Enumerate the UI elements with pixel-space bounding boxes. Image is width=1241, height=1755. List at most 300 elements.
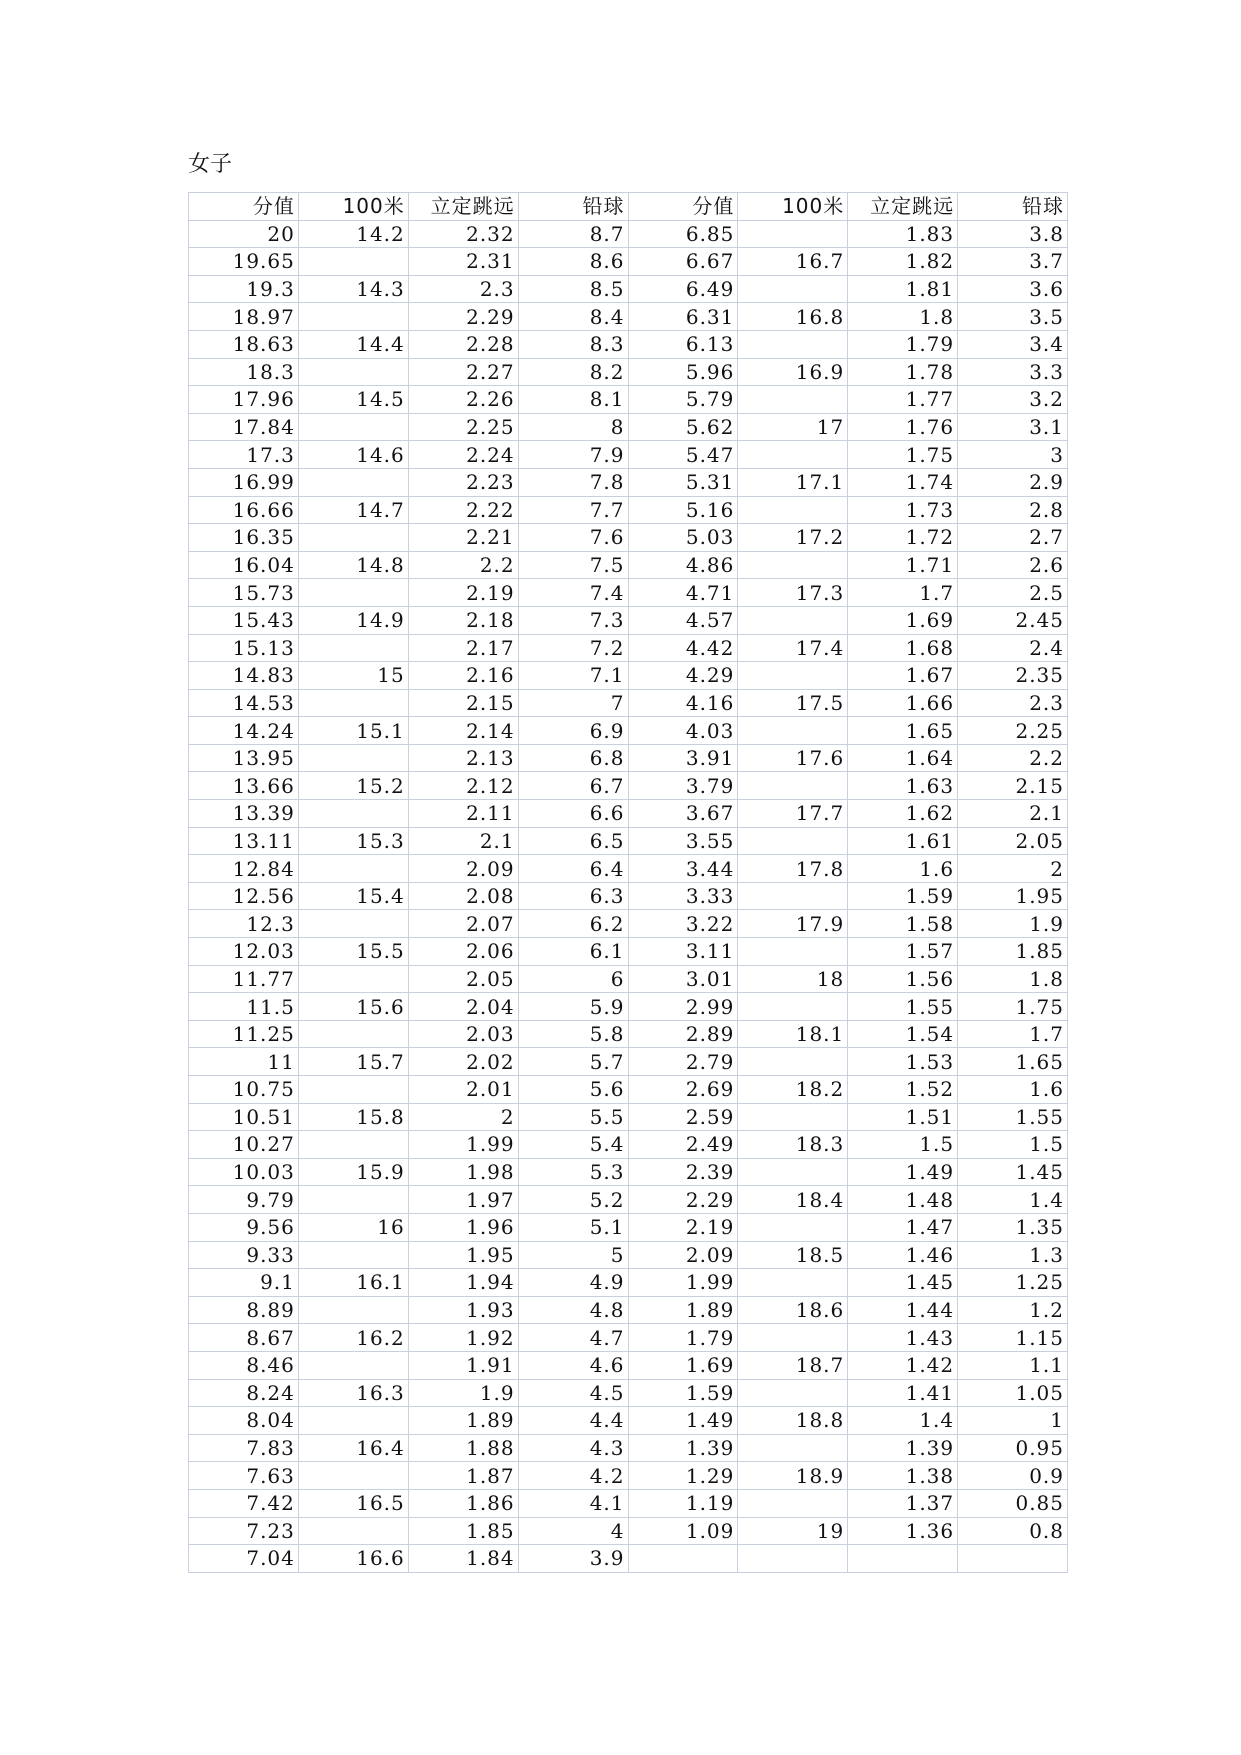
table-cell: 14.3 — [298, 275, 408, 303]
table-cell: 15.3 — [298, 827, 408, 855]
table-cell: 1.75 — [848, 441, 958, 469]
table-cell: 4.1 — [518, 1489, 628, 1517]
table-row — [189, 1213, 1068, 1241]
table-cell — [738, 1103, 848, 1131]
table-row — [189, 1048, 1068, 1076]
table-cell: 2.28 — [408, 330, 518, 358]
table-cell: 4.9 — [518, 1269, 628, 1297]
table-row — [189, 744, 1068, 772]
table-row — [189, 1020, 1068, 1048]
table-cell — [298, 855, 408, 883]
table-cell — [628, 1545, 738, 1573]
table-cell: 11 — [189, 1048, 299, 1076]
table-cell: 1.64 — [848, 744, 958, 772]
table-cell: 6.31 — [628, 303, 738, 331]
table-cell: 2.22 — [408, 496, 518, 524]
table-row — [189, 1076, 1068, 1104]
table-cell — [738, 1379, 848, 1407]
table-cell — [738, 496, 848, 524]
table-cell — [298, 358, 408, 386]
table-cell: 20 — [189, 220, 299, 248]
table-cell: 16.35 — [189, 524, 299, 552]
table-cell: 6.5 — [518, 827, 628, 855]
table-cell: 17.1 — [738, 468, 848, 496]
table-cell: 2.06 — [408, 938, 518, 966]
table-cell: 16.5 — [298, 1489, 408, 1517]
table-cell: 1.65 — [848, 717, 958, 745]
table-cell: 2.23 — [408, 468, 518, 496]
table-cell: 1.97 — [408, 1186, 518, 1214]
table-cell — [738, 275, 848, 303]
table-cell — [298, 1462, 408, 1490]
table-body — [189, 220, 1068, 1572]
table-cell: 0.85 — [958, 1489, 1068, 1517]
table-cell: 2.4 — [958, 634, 1068, 662]
table-cell: 2 — [958, 855, 1068, 883]
table-cell: 1.19 — [628, 1489, 738, 1517]
table-row — [189, 1379, 1068, 1407]
table-cell: 1.37 — [848, 1489, 958, 1517]
table-cell: 1.84 — [408, 1545, 518, 1573]
table-cell: 6.49 — [628, 275, 738, 303]
table-cell: 2.05 — [958, 827, 1068, 855]
table-cell: 1.55 — [848, 993, 958, 1021]
table-row — [189, 1462, 1068, 1490]
table-cell: 16 — [298, 1213, 408, 1241]
table-row — [189, 689, 1068, 717]
table-cell: 3 — [958, 441, 1068, 469]
table-cell: 16.4 — [298, 1434, 408, 1462]
table-cell: 12.84 — [189, 855, 299, 883]
table-cell: 2.04 — [408, 993, 518, 1021]
table-cell: 10.51 — [189, 1103, 299, 1131]
table-cell — [298, 413, 408, 441]
table-cell: 5.62 — [628, 413, 738, 441]
table-cell: 14.5 — [298, 386, 408, 414]
table-cell: 1.82 — [848, 248, 958, 276]
table-cell: 7.5 — [518, 551, 628, 579]
table-row — [189, 1517, 1068, 1545]
table-cell: 1.78 — [848, 358, 958, 386]
table-cell: 8.67 — [189, 1324, 299, 1352]
table-cell: 1.5 — [848, 1131, 958, 1159]
table-cell: 1.86 — [408, 1489, 518, 1517]
table-cell: 14.83 — [189, 662, 299, 690]
table-cell: 18.4 — [738, 1186, 848, 1214]
table-cell: 2.07 — [408, 910, 518, 938]
table-cell: 1.54 — [848, 1020, 958, 1048]
table-cell: 0.9 — [958, 1462, 1068, 1490]
table-row — [189, 662, 1068, 690]
table-cell: 1.55 — [958, 1103, 1068, 1131]
table-cell: 2.32 — [408, 220, 518, 248]
table-cell: 6 — [518, 965, 628, 993]
table-cell: 2.3 — [408, 275, 518, 303]
table-cell: 9.56 — [189, 1213, 299, 1241]
table-cell: 18.2 — [738, 1076, 848, 1104]
table-cell: 14.53 — [189, 689, 299, 717]
table-cell: 19 — [738, 1517, 848, 1545]
table-cell: 2 — [408, 1103, 518, 1131]
table-cell: 2.08 — [408, 882, 518, 910]
table-cell: 4.71 — [628, 579, 738, 607]
table-cell: 1.5 — [958, 1131, 1068, 1159]
table-cell — [298, 910, 408, 938]
table-row — [189, 1351, 1068, 1379]
table-cell: 1.85 — [958, 938, 1068, 966]
table-cell: 1.95 — [958, 882, 1068, 910]
table-cell: 2.17 — [408, 634, 518, 662]
score-table — [188, 192, 1068, 1573]
table-cell: 1.81 — [848, 275, 958, 303]
table-cell: 4.57 — [628, 606, 738, 634]
table-cell — [958, 1545, 1068, 1573]
table-cell: 4.6 — [518, 1351, 628, 1379]
table-cell: 13.95 — [189, 744, 299, 772]
table-cell: 1.8 — [848, 303, 958, 331]
header-row — [189, 193, 1068, 221]
table-cell: 4.86 — [628, 551, 738, 579]
table-cell: 1.52 — [848, 1076, 958, 1104]
table-cell: 2.35 — [958, 662, 1068, 690]
table-cell: 1.92 — [408, 1324, 518, 1352]
table-cell: 1.1 — [958, 1351, 1068, 1379]
table-cell: 1.45 — [958, 1158, 1068, 1186]
table-row — [189, 1103, 1068, 1131]
table-cell: 16.66 — [189, 496, 299, 524]
table-cell: 5.47 — [628, 441, 738, 469]
table-cell: 3.1 — [958, 413, 1068, 441]
table-cell: 3.91 — [628, 744, 738, 772]
column-header: 铅球 — [518, 193, 628, 221]
table-cell: 2.59 — [628, 1103, 738, 1131]
table-cell — [298, 800, 408, 828]
column-header: 100米 — [298, 193, 408, 221]
table-cell: 4.5 — [518, 1379, 628, 1407]
table-cell: 8.46 — [189, 1351, 299, 1379]
table-cell: 1.88 — [408, 1434, 518, 1462]
table-cell: 1.59 — [848, 882, 958, 910]
table-cell: 3.11 — [628, 938, 738, 966]
table-cell: 16.1 — [298, 1269, 408, 1297]
table-cell: 16.04 — [189, 551, 299, 579]
table-row — [189, 551, 1068, 579]
table-row — [189, 882, 1068, 910]
table-cell: 5.6 — [518, 1076, 628, 1104]
table-cell — [738, 1545, 848, 1573]
table-row — [189, 1241, 1068, 1269]
table-cell: 4.2 — [518, 1462, 628, 1490]
table-cell: 1.89 — [628, 1296, 738, 1324]
table-cell: 1.71 — [848, 551, 958, 579]
table-cell: 5.03 — [628, 524, 738, 552]
table-cell: 2.29 — [408, 303, 518, 331]
table-cell: 4.4 — [518, 1407, 628, 1435]
table-cell: 9.1 — [189, 1269, 299, 1297]
table-cell: 11.25 — [189, 1020, 299, 1048]
table-row — [189, 1186, 1068, 1214]
table-cell: 1.59 — [628, 1379, 738, 1407]
table-cell: 17 — [738, 413, 848, 441]
table-cell: 15.1 — [298, 717, 408, 745]
table-cell: 15.2 — [298, 772, 408, 800]
table-cell — [738, 1048, 848, 1076]
table-cell: 2.31 — [408, 248, 518, 276]
table-cell: 2.89 — [628, 1020, 738, 1048]
table-row — [189, 524, 1068, 552]
table-cell: 17.8 — [738, 855, 848, 883]
table-row — [189, 330, 1068, 358]
table-cell: 17.84 — [189, 413, 299, 441]
table-cell — [298, 1020, 408, 1048]
table-row — [189, 1269, 1068, 1297]
table-cell: 3.4 — [958, 330, 1068, 358]
table-cell: 1.4 — [848, 1407, 958, 1435]
table-cell: 1.69 — [848, 606, 958, 634]
table-cell — [298, 468, 408, 496]
table-cell: 7.2 — [518, 634, 628, 662]
table-cell: 6.7 — [518, 772, 628, 800]
table-cell: 2.05 — [408, 965, 518, 993]
table-cell: 6.6 — [518, 800, 628, 828]
table-cell — [298, 634, 408, 662]
table-cell: 5 — [518, 1241, 628, 1269]
table-row — [189, 1131, 1068, 1159]
table-cell: 10.75 — [189, 1076, 299, 1104]
table-cell: 2.27 — [408, 358, 518, 386]
table-cell: 0.95 — [958, 1434, 1068, 1462]
table-cell: 8.2 — [518, 358, 628, 386]
table-cell: 2.21 — [408, 524, 518, 552]
table-cell: 1.49 — [848, 1158, 958, 1186]
table-cell — [298, 1131, 408, 1159]
table-cell: 1.25 — [958, 1269, 1068, 1297]
table-cell: 1.66 — [848, 689, 958, 717]
table-cell: 1.89 — [408, 1407, 518, 1435]
table-cell: 4.16 — [628, 689, 738, 717]
table-cell: 8.4 — [518, 303, 628, 331]
table-cell: 1.6 — [848, 855, 958, 883]
table-cell: 17.9 — [738, 910, 848, 938]
table-cell — [298, 1241, 408, 1269]
table-cell: 4.03 — [628, 717, 738, 745]
table-cell — [738, 1489, 848, 1517]
table-cell: 1.87 — [408, 1462, 518, 1490]
table-cell — [738, 938, 848, 966]
table-cell: 6.4 — [518, 855, 628, 883]
table-cell: 18.63 — [189, 330, 299, 358]
table-cell: 6.67 — [628, 248, 738, 276]
table-row — [189, 220, 1068, 248]
table-cell: 2.6 — [958, 551, 1068, 579]
table-cell: 8.1 — [518, 386, 628, 414]
table-cell: 5.9 — [518, 993, 628, 1021]
table-row — [189, 1296, 1068, 1324]
table-cell: 8.04 — [189, 1407, 299, 1435]
table-row — [189, 248, 1068, 276]
table-cell: 2.15 — [958, 772, 1068, 800]
table-cell: 7.3 — [518, 606, 628, 634]
table-row — [189, 938, 1068, 966]
table-cell — [738, 386, 848, 414]
table-cell — [298, 744, 408, 772]
table-cell: 2.09 — [408, 855, 518, 883]
table-cell: 16.2 — [298, 1324, 408, 1352]
table-row — [189, 303, 1068, 331]
table-row — [189, 800, 1068, 828]
table-cell: 2.69 — [628, 1076, 738, 1104]
table-cell: 6.1 — [518, 938, 628, 966]
table-cell: 16.99 — [189, 468, 299, 496]
table-cell: 2.19 — [408, 579, 518, 607]
table-cell: 1.73 — [848, 496, 958, 524]
table-cell: 18.97 — [189, 303, 299, 331]
table-row — [189, 1324, 1068, 1352]
table-cell: 7.23 — [189, 1517, 299, 1545]
table-cell: 1.9 — [958, 910, 1068, 938]
table-row — [189, 993, 1068, 1021]
table-cell: 18.8 — [738, 1407, 848, 1435]
table-cell — [298, 1076, 408, 1104]
table-cell: 17.5 — [738, 689, 848, 717]
table-row — [189, 441, 1068, 469]
table-cell: 7.4 — [518, 579, 628, 607]
table-cell: 2.1 — [958, 800, 1068, 828]
table-cell: 1.96 — [408, 1213, 518, 1241]
table-cell: 1.35 — [958, 1213, 1068, 1241]
table-cell — [298, 1351, 408, 1379]
table-cell: 8.6 — [518, 248, 628, 276]
table-cell — [298, 524, 408, 552]
table-row — [189, 1489, 1068, 1517]
table-cell: 3.67 — [628, 800, 738, 828]
page-title: 女子 — [188, 152, 233, 177]
table-cell: 15.6 — [298, 993, 408, 1021]
table-row — [189, 965, 1068, 993]
table-cell: 1.47 — [848, 1213, 958, 1241]
table-cell: 15.8 — [298, 1103, 408, 1131]
table-cell: 2.39 — [628, 1158, 738, 1186]
table-cell: 14.7 — [298, 496, 408, 524]
table-cell: 2.25 — [958, 717, 1068, 745]
table-cell: 15.5 — [298, 938, 408, 966]
table-cell: 2.13 — [408, 744, 518, 772]
table-cell: 1.36 — [848, 1517, 958, 1545]
table-cell: 1.46 — [848, 1241, 958, 1269]
column-header: 立定跳远 — [848, 193, 958, 221]
table-cell — [298, 1517, 408, 1545]
table-cell: 1.39 — [628, 1434, 738, 1462]
table-cell: 1.99 — [408, 1131, 518, 1159]
table-cell: 1.75 — [958, 993, 1068, 1021]
table-cell: 2.01 — [408, 1076, 518, 1104]
table-cell: 5.5 — [518, 1103, 628, 1131]
table-cell: 1.9 — [408, 1379, 518, 1407]
table-row — [189, 1434, 1068, 1462]
table-cell: 1.77 — [848, 386, 958, 414]
table-cell — [738, 220, 848, 248]
table-cell: 4.3 — [518, 1434, 628, 1462]
table-cell: 1.79 — [628, 1324, 738, 1352]
table-cell: 7.1 — [518, 662, 628, 690]
table-cell — [738, 1158, 848, 1186]
table-cell: 4.42 — [628, 634, 738, 662]
table-cell: 2.02 — [408, 1048, 518, 1076]
table-cell: 14.9 — [298, 606, 408, 634]
table-cell: 14.8 — [298, 551, 408, 579]
table-row — [189, 496, 1068, 524]
table-cell: 1.91 — [408, 1351, 518, 1379]
table-cell: 2.2 — [408, 551, 518, 579]
table-cell: 1.76 — [848, 413, 958, 441]
table-cell: 2.19 — [628, 1213, 738, 1241]
table-cell: 1.42 — [848, 1351, 958, 1379]
table-row — [189, 910, 1068, 938]
table-cell: 7.6 — [518, 524, 628, 552]
table-cell: 2.18 — [408, 606, 518, 634]
table-cell: 17.2 — [738, 524, 848, 552]
table-cell: 2.29 — [628, 1186, 738, 1214]
table-cell — [738, 551, 848, 579]
table-cell — [298, 579, 408, 607]
table-cell: 18 — [738, 965, 848, 993]
table-cell: 17.3 — [189, 441, 299, 469]
table-cell: 8.89 — [189, 1296, 299, 1324]
table-cell: 17.3 — [738, 579, 848, 607]
table-cell: 1.67 — [848, 662, 958, 690]
table-cell: 1.8 — [958, 965, 1068, 993]
table-cell: 1.05 — [958, 1379, 1068, 1407]
table-cell: 16.7 — [738, 248, 848, 276]
table-cell: 7.42 — [189, 1489, 299, 1517]
table-cell: 16.8 — [738, 303, 848, 331]
table-row — [189, 1158, 1068, 1186]
table-cell: 13.66 — [189, 772, 299, 800]
table-cell: 11.5 — [189, 993, 299, 1021]
table-cell: 8 — [518, 413, 628, 441]
table-cell: 1.99 — [628, 1269, 738, 1297]
table-cell: 6.3 — [518, 882, 628, 910]
table-cell — [848, 1545, 958, 1573]
table-cell: 6.2 — [518, 910, 628, 938]
table-cell: 0.8 — [958, 1517, 1068, 1545]
table-cell: 9.33 — [189, 1241, 299, 1269]
table-cell: 17.6 — [738, 744, 848, 772]
table-cell — [298, 689, 408, 717]
table-cell: 5.8 — [518, 1020, 628, 1048]
table-cell: 7.83 — [189, 1434, 299, 1462]
table-row — [189, 358, 1068, 386]
table-cell: 1.4 — [958, 1186, 1068, 1214]
table-cell: 5.1 — [518, 1213, 628, 1241]
table-cell — [298, 248, 408, 276]
table-cell: 7.63 — [189, 1462, 299, 1490]
table-cell — [298, 1407, 408, 1435]
table-cell: 1.63 — [848, 772, 958, 800]
table-cell: 18.7 — [738, 1351, 848, 1379]
table-cell: 1.95 — [408, 1241, 518, 1269]
table-row — [189, 1407, 1068, 1435]
table-cell: 18.3 — [738, 1131, 848, 1159]
table-cell: 1.3 — [958, 1241, 1068, 1269]
table-cell: 17.96 — [189, 386, 299, 414]
table-cell: 3.7 — [958, 248, 1068, 276]
table-cell: 1.38 — [848, 1462, 958, 1490]
table-cell — [738, 441, 848, 469]
table-cell: 18.6 — [738, 1296, 848, 1324]
table-cell: 7.04 — [189, 1545, 299, 1573]
table-cell: 14.2 — [298, 220, 408, 248]
